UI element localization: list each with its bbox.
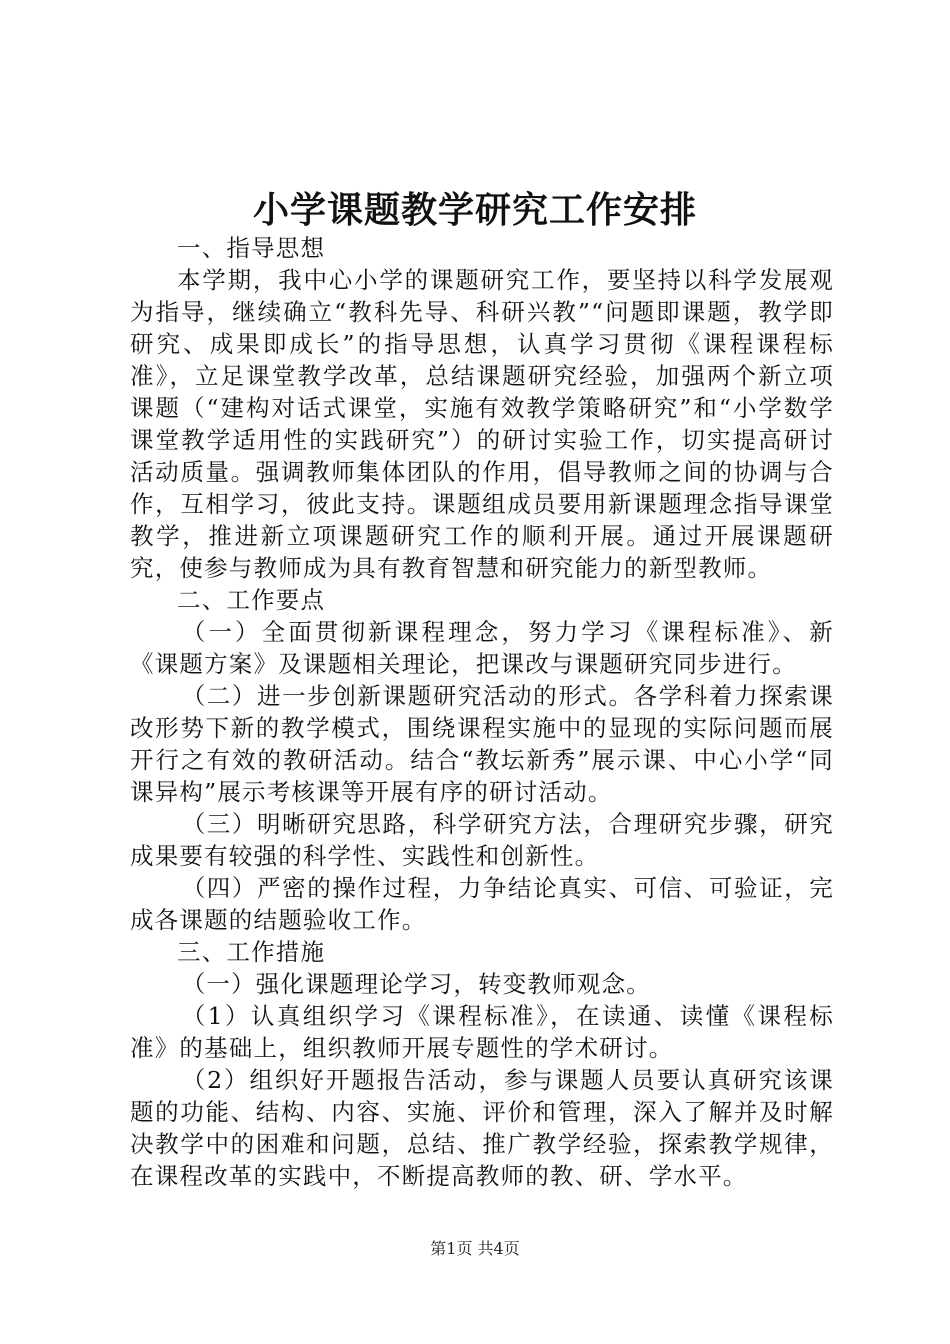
section-heading-guiding-thought: 一、指导思想: [177, 234, 326, 262]
section-heading-work-points: 二、工作要点: [177, 586, 326, 614]
paragraph-point-1: （一）全面贯彻新课程理念，努力学习《课程标准》、新《课题方案》及课题相关理论，把课改与课题研究同步进行。: [130, 618, 834, 678]
document-title: 小学课题教学研究工作安排: [252, 189, 697, 231]
paragraph-measure-1-item-2: （2）组织好开题报告活动，参与课题人员要认真研究该课题的功能、结构、内容、实施、评价和管理，深入了解并及时解决教学中的困难和问题，总结、推广教学经验，探索教学规律，在课程改革的实践中，不断提高教师的教、研、学水平。: [130, 1066, 834, 1190]
paragraph-point-4: （四）严密的操作过程，力争结论真实、可信、可验证，完成各课题的结题验收工作。: [130, 874, 834, 934]
document-body: [130, 232, 834, 1192]
page-footer: 第1页 共4页: [430, 1239, 520, 1258]
paragraph-measure-1-item-1: （1）认真组织学习《课程标准》，在读通、读懂《课程标准》的基础上，组织教师开展专题性的学术研讨。: [130, 1002, 834, 1062]
paragraph-guiding-thought: 本学期，我中心小学的课题研究工作，要坚持以科学发展观为指导，继续确立“教科先导、科研兴教”“问题即课题，教学即研究、成果即成长”的指导思想，认真学习贯彻《课程课程标准》，立足课堂教学改革，总结课题研究经验，加强两个新立项课题（“建构对话式课堂，实施有效教学策略研究”和“小学数学课堂教学适用性的实践研究”）的研讨实验工作，切实提高研讨活动质量。强调教师集体团队的作用，倡导教师之间的协调与合作，互相学习，彼此支持。课题组成员要用新课题理念指导课堂教学，推进新立项课题研究工作的顺利开展。通过开展课题研究，使参与教师成为具有教育智慧和研究能力的新型教师。: [130, 266, 834, 582]
paragraph-measure-1: （一）强化课题理论学习，转变教师观念。: [181, 970, 651, 998]
paragraph-point-2: （二）进一步创新课题研究活动的形式。各学科着力探索课改形势下新的教学模式，围绕课程实施中的显现的实际问题而展开行之有效的教研活动。结合“教坛新秀”展示课、中心小学“同课异构”展示考核课等开展有序的研讨活动。: [130, 682, 834, 806]
section-heading-work-measures: 三、工作措施: [177, 938, 326, 966]
paragraph-point-3: （三）明晰研究思路，科学研究方法，合理研究步骤，研究成果要有较强的科学性、实践性和创新性。: [130, 810, 834, 870]
